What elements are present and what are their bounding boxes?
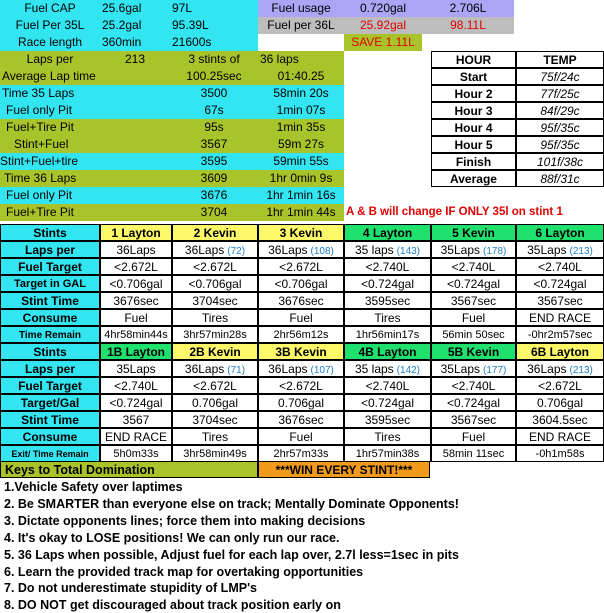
fuel-per-35-gal: 25.2gal [100, 17, 170, 34]
key-item: 7. Do not underestimate stupidity of LMP's [4, 581, 257, 596]
row-label: Time Remain [0, 326, 100, 343]
cell-value: 0.706gal [191, 396, 239, 410]
save-note: SAVE 1.11L [344, 34, 422, 51]
row-label: Laps per [0, 241, 100, 258]
temp-hour-label: Finish [431, 153, 516, 170]
cell-value: <2.740L [365, 379, 410, 393]
fuel-tire-pit-36-label: Fuel+Tire Pit [0, 204, 170, 221]
stint-cell [344, 241, 431, 258]
cell-value: 3595sec [364, 413, 411, 427]
stint-fuel-sec: 3567 [170, 136, 258, 153]
fuel-per-36-liters: 98.11L [422, 17, 514, 34]
temp-header-hour: HOUR [431, 51, 516, 68]
fuel-tire-pit-36-sec: 3704 [170, 204, 258, 221]
cell-value: 36Laps [116, 243, 156, 257]
cell-value: <0.724gal [446, 277, 501, 291]
stint-cell [516, 411, 604, 428]
fuel-only-pit-36-time: 1hr 1min 16s [258, 187, 344, 204]
cell-value: 3567 [122, 413, 150, 427]
stint-cell [344, 275, 431, 292]
stint-cell [516, 445, 604, 462]
stint-cell [516, 292, 604, 309]
stint-cell [100, 445, 172, 462]
fuel-per-36-gal: 25.92gal [344, 17, 422, 34]
cell-value: <2.672L [193, 260, 237, 274]
cell-value: <2.672L [193, 379, 237, 393]
cumulative-laps: (107) [310, 365, 334, 376]
temp-hour-label: Hour 2 [431, 85, 516, 102]
stint-cell [344, 309, 431, 326]
cell-value: 35 laps [354, 243, 394, 257]
row-label: Stint Time [0, 292, 100, 309]
race-length-label: Race length [0, 34, 100, 51]
cell-value: 3604.5sec [532, 413, 588, 427]
fuel-per-35-label: Fuel Per 35L [0, 17, 100, 34]
fuel-only-pit-sec: 67s [170, 102, 258, 119]
fuel-tire-pit-36-time: 1hr 1min 44s [258, 204, 344, 221]
cell-value: -0hr2m57sec [527, 329, 593, 341]
key-item: 2. Be SMARTER than everyone else on track; Mentally Dominate Opponents! [4, 496, 459, 511]
fuel-usage-liters: 2.706L [422, 0, 514, 17]
stint-cell [431, 258, 516, 275]
cell-value: 3704sec [192, 413, 238, 427]
stint-cell [431, 326, 516, 343]
stint-header: 1B Layton [100, 343, 172, 360]
cell-value: 36Laps [527, 362, 567, 376]
stint-cell [516, 275, 604, 292]
stint-cell [431, 309, 516, 326]
stint-cell [258, 241, 344, 258]
cell-value: 3hr57min28s [183, 329, 247, 341]
cell-value: -0h1m58s [535, 448, 585, 460]
row-label: Laps per [0, 360, 100, 377]
time-36-label: Time 36 Laps [0, 170, 170, 187]
cell-value: 35Laps [116, 362, 156, 376]
fuel-per-36-label: Fuel per 36L [258, 17, 344, 34]
fuel-only-pit-36-label: Fuel only Pit [0, 187, 170, 204]
laps-per-label: Laps per [0, 51, 100, 68]
cell-value: <2.672L [538, 379, 582, 393]
stint-cell [258, 377, 344, 394]
cell-value: <0.706gal [109, 277, 163, 291]
cell-value: 3hr58min49s [183, 448, 247, 460]
stint-header: 3 Kevin [258, 224, 344, 241]
cell-value: <2.740L [451, 379, 496, 393]
cumulative-laps: (178) [483, 246, 507, 257]
stint-header: 4B Layton [344, 343, 431, 360]
cell-value: 35 laps [354, 362, 394, 376]
cell-value: Fuel [289, 311, 313, 325]
race-length-min: 360min [100, 34, 170, 51]
race-length-sec: 21600s [170, 34, 258, 51]
cumulative-laps: (177) [483, 365, 507, 376]
avg-lap-time: 01:40.25 [258, 68, 344, 85]
fuel-cap-liters: 97L [170, 0, 258, 17]
temp-value: 95f/35c [516, 136, 604, 153]
fuel-tire-pit-time: 1min 35s [258, 119, 344, 136]
stint-cell [344, 360, 431, 377]
cell-value: 1hr56min17s [355, 329, 420, 341]
stint-cell [258, 275, 344, 292]
stint-cell [172, 445, 258, 462]
stint-cell [258, 258, 344, 275]
cumulative-laps: (143) [396, 246, 421, 257]
cell-value: 35Laps [440, 243, 480, 257]
fuel-only-pit-time: 1min 07s [258, 102, 344, 119]
stint-cell [431, 445, 516, 462]
cell-value: 3676sec [278, 294, 324, 308]
laps-per-stints: 3 stints of [170, 51, 258, 68]
stint-cell [100, 309, 172, 326]
time-36-time: 1hr 0min 9s [258, 170, 344, 187]
row-label: Fuel Target [0, 258, 100, 275]
key-item: 4. It's okay to LOSE positions! We can only run our race. [4, 530, 340, 545]
stint-header: 1 Layton [100, 224, 172, 241]
cell-value: Tires [201, 430, 229, 444]
key-item: 3. Dictate opponents lines; force them into making decisions [4, 513, 366, 528]
fuel-only-pit-36-sec: 3676 [170, 187, 258, 204]
laps-per-laps: 36 laps [258, 51, 344, 68]
cell-value: 36Laps [268, 243, 308, 257]
stint-cell [172, 326, 258, 343]
stint-cell [344, 394, 431, 411]
cell-value: 3676sec [113, 294, 159, 308]
cell-value: <2.740L [451, 260, 496, 274]
stints-header: Stints [0, 224, 100, 241]
stint-cell [258, 309, 344, 326]
time-36-sec: 3609 [170, 170, 258, 187]
stint-cell [344, 326, 431, 343]
stint-cell [172, 360, 258, 377]
stint-cell [344, 428, 431, 445]
cell-value: 0.706gal [536, 396, 584, 410]
cell-value: 35Laps [440, 362, 480, 376]
cumulative-laps: (142) [396, 365, 421, 376]
stint-cell [172, 292, 258, 309]
temp-value: 84f/29c [516, 102, 604, 119]
cell-value: <0.724gal [109, 396, 163, 410]
keys-title: Keys to Total Domination [0, 461, 258, 478]
key-item: 6. Learn the provided track map for overtaking opportunities [4, 564, 364, 579]
stint-cell [258, 292, 344, 309]
stint-cell [258, 326, 344, 343]
stint-cell [516, 428, 604, 445]
row-label: Target/Gal [0, 394, 100, 411]
stint-cell [172, 241, 258, 258]
fuel-cap-label: Fuel CAP [0, 0, 100, 17]
stint-cell [516, 258, 604, 275]
stint-cell [172, 275, 258, 292]
stint-header: 6B Layton [516, 343, 604, 360]
temp-hour-label: Start [431, 68, 516, 85]
cell-value: 3567sec [537, 294, 583, 308]
key-item: 8. DO NOT get discouraged about track position early on [4, 598, 341, 613]
stint-fuel-tire-sec: 3595 [170, 153, 258, 170]
time-35-sec: 3500 [170, 85, 258, 102]
stint-header: 3B Kevin [258, 343, 344, 360]
cell-value: <0.724gal [533, 277, 587, 291]
cumulative-laps: (108) [310, 246, 334, 257]
cell-value: <0.724gal [446, 396, 501, 410]
cell-value: 3595sec [364, 294, 411, 308]
cell-value: <2.672L [279, 260, 323, 274]
cell-value: END RACE [528, 430, 591, 444]
stint-fuel-label: Stint+Fuel [0, 136, 170, 153]
fuel-tire-pit-sec: 95s [170, 119, 258, 136]
cell-value: 35Laps [527, 243, 567, 257]
cumulative-laps: (213) [569, 365, 593, 376]
stint-cell [516, 360, 604, 377]
temp-header-temp: TEMP [516, 51, 604, 68]
cell-value: <2.740L [538, 260, 582, 274]
stint-cell [516, 377, 604, 394]
stint-cell [258, 394, 344, 411]
stint-cell [100, 377, 172, 394]
temp-hour-label: Hour 3 [431, 102, 516, 119]
temp-hour-label: Hour 5 [431, 136, 516, 153]
fuel-usage-gal: 0.720gal [344, 0, 422, 17]
stint-cell [172, 394, 258, 411]
temp-value: 75f/24c [516, 68, 604, 85]
stint-header: 4 Layton [344, 224, 431, 241]
stint-cell [100, 326, 172, 343]
key-item: 1.Vehicle Safety over laptimes [4, 480, 183, 494]
cell-value: <0.706gal [274, 277, 328, 291]
stint-cell [100, 275, 172, 292]
cell-value: 4hr58min44s [104, 329, 168, 341]
laps-per-total: 213 [100, 51, 170, 68]
cumulative-laps: (213) [569, 246, 593, 257]
stint-cell [516, 394, 604, 411]
stint-cell [431, 394, 516, 411]
stints-header: Stints [0, 343, 100, 360]
stint-cell [172, 428, 258, 445]
fuel-only-pit-label: Fuel only Pit [0, 102, 170, 119]
cell-value: END RACE [104, 430, 167, 444]
stint-cell [258, 360, 344, 377]
stint-cell [258, 411, 344, 428]
stint-cell [100, 411, 172, 428]
cell-value: 3567sec [450, 413, 497, 427]
temp-value: 95f/35c [516, 119, 604, 136]
avg-lap-label: Average Lap time [0, 68, 170, 85]
cell-value: 36Laps [184, 362, 225, 376]
row-label: Consume [0, 309, 100, 326]
stint-cell [172, 258, 258, 275]
cell-value: <0.724gal [360, 277, 415, 291]
stint-cell [344, 445, 431, 462]
temp-hour-label: Average [431, 170, 516, 187]
stint-cell [344, 377, 431, 394]
cell-value: Fuel [461, 430, 486, 444]
cell-value: 3567sec [450, 294, 497, 308]
cell-value: Tires [201, 311, 229, 325]
stint-cell [100, 394, 172, 411]
cell-value: 3704sec [192, 294, 238, 308]
cell-value: Fuel [461, 311, 486, 325]
stint-cell [431, 377, 516, 394]
stint-cell [172, 411, 258, 428]
cell-value: <0.706gal [188, 277, 242, 291]
cell-value: <2.740L [365, 260, 410, 274]
row-label: Fuel Target [0, 377, 100, 394]
cell-value: END RACE [528, 311, 591, 325]
cell-value: Tires [374, 430, 401, 444]
cell-value: <2.740L [114, 379, 158, 393]
cell-value: <2.672L [114, 260, 158, 274]
stint-cell [431, 292, 516, 309]
stint-cell [100, 292, 172, 309]
time-35-label: Time 35 Laps [0, 85, 170, 102]
temp-hour-label: Hour 4 [431, 119, 516, 136]
time-35-time: 58min 20s [258, 85, 344, 102]
cell-value: 1hr57min38s [355, 448, 420, 460]
cell-value: 56min 50sec [442, 329, 505, 341]
stint-header: 5B Kevin [431, 343, 516, 360]
cell-value: <2.672L [279, 379, 323, 393]
row-label: Consume [0, 428, 100, 445]
stint-cell [431, 275, 516, 292]
stint-cell [100, 360, 172, 377]
stint-cell [100, 258, 172, 275]
cell-value: 0.706gal [277, 396, 325, 410]
stint-cell [431, 411, 516, 428]
row-label: Target in GAL [0, 275, 100, 292]
cell-value: 5h0m33s [113, 448, 159, 460]
cell-value: Fuel [289, 430, 313, 444]
cell-value: 3676sec [278, 413, 324, 427]
stint-cell [516, 326, 604, 343]
stint-fuel-tire-label: Stint+Fuel+tire [0, 153, 170, 170]
stint-header: 6 Layton [516, 224, 604, 241]
avg-lap-sec: 100.25sec [170, 68, 258, 85]
fuel-cap-gal: 25.6gal [100, 0, 170, 17]
cell-value: 2hr57m33s [273, 448, 329, 460]
win-banner: ***WIN EVERY STINT!*** [258, 461, 430, 478]
cell-value: 2hr56m12s [273, 329, 329, 341]
stint-cell [258, 428, 344, 445]
temp-value: 88f/31c [516, 170, 604, 187]
row-label: Stint Time [0, 411, 100, 428]
stint-header: 2 Kevin [172, 224, 258, 241]
stint-fuel-tire-time: 59min 55s [258, 153, 344, 170]
temp-value: 77f/25c [516, 85, 604, 102]
stint-cell [172, 377, 258, 394]
stint-warning: A & B will change IF ONLY 35l on stint 1 [346, 206, 563, 218]
cell-value: <0.724gal [360, 396, 415, 410]
fuel-per-35-liters: 95.39L [170, 17, 258, 34]
cumulative-laps: (71) [227, 365, 246, 376]
row-label: Exit/ Time Remain [0, 445, 100, 462]
stint-header: 5 Kevin [431, 224, 516, 241]
stint-cell [344, 411, 431, 428]
cell-value: Tires [374, 311, 401, 325]
cumulative-laps: (72) [227, 246, 246, 257]
stint-cell [258, 445, 344, 462]
cell-value: 36Laps [268, 362, 308, 376]
fuel-usage-label: Fuel usage [258, 0, 344, 17]
key-item: 5. 36 Laps when possible, Adjust fuel for each lap over, 2.7l less=1sec in pits [4, 547, 459, 562]
stint-cell [516, 309, 604, 326]
stint-cell [431, 428, 516, 445]
fuel-tire-pit-label: Fuel+Tire Pit [0, 119, 170, 136]
stint-cell [100, 428, 172, 445]
cell-value: 58min 11sec [442, 448, 505, 460]
stint-cell [344, 258, 431, 275]
cell-value: 36Laps [184, 243, 225, 257]
stint-cell [100, 241, 172, 258]
stint-cell [172, 309, 258, 326]
stint-cell [516, 241, 604, 258]
stint-header: 2B Kevin [172, 343, 258, 360]
cell-value: Fuel [124, 311, 148, 325]
stint-cell [431, 360, 516, 377]
stint-fuel-time: 59m 27s [258, 136, 344, 153]
stint-cell [431, 241, 516, 258]
stint-cell [344, 292, 431, 309]
temp-value: 101f/38c [516, 153, 604, 170]
